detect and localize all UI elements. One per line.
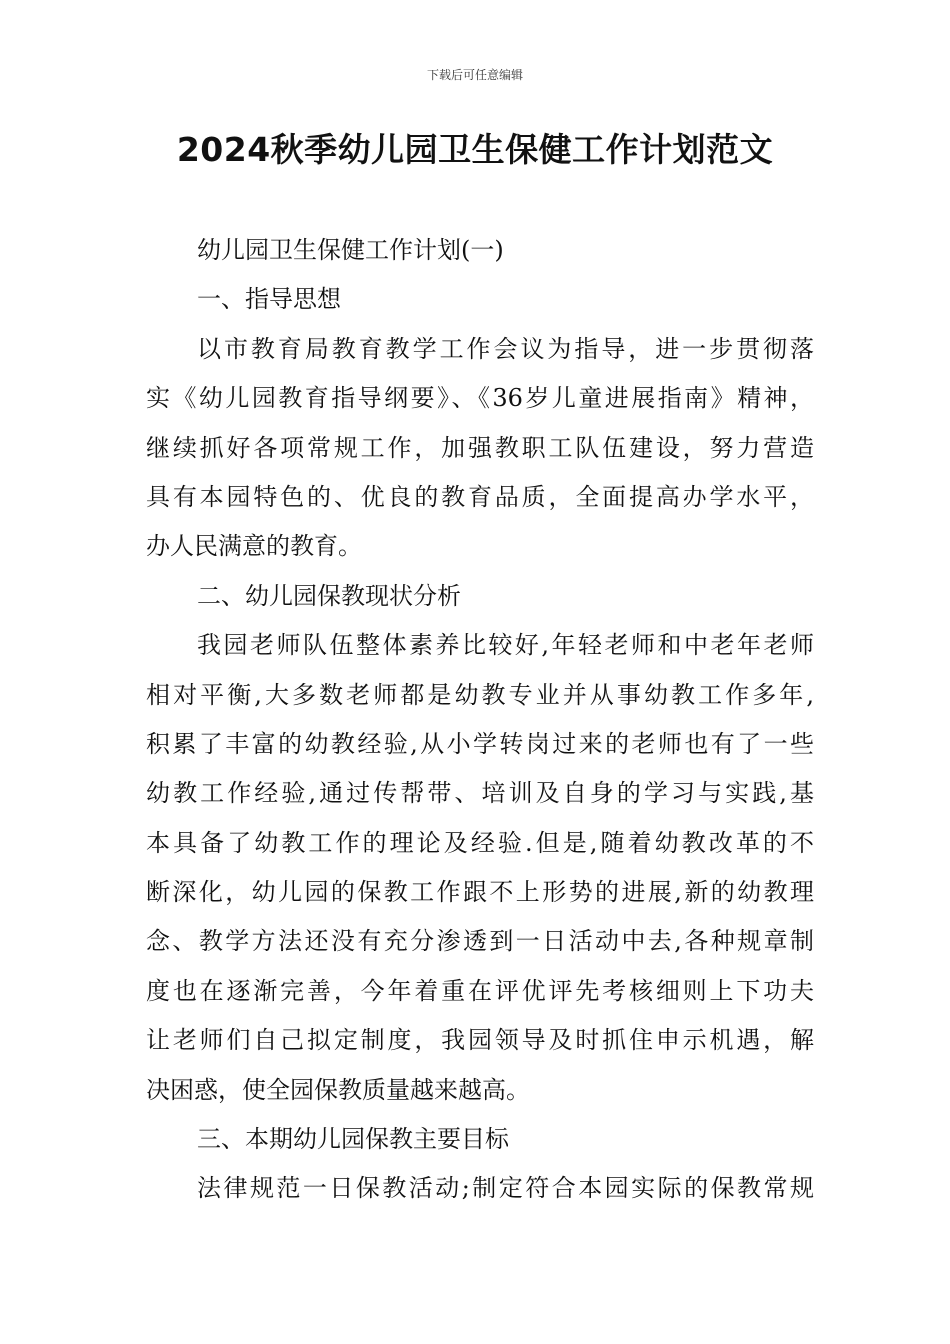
document-title: 2024秋季幼儿园卫生保健工作计划范文 [176,130,774,169]
header-note: 下载后可任意编辑 [426,68,523,82]
paragraph-line: 办人民满意的教育。 [146,532,362,561]
paragraph-line: 以市教育局教育教学工作会议为指导，进一步贯彻落 [197,334,814,363]
paragraph-line: 实《幼儿园教育指导纲要》、《36岁儿童进展指南》精神， [146,384,814,413]
paragraph-line: 让老师们自己拟定制度，我园领导及时抓住申示机遇，解 [146,1026,814,1055]
heading-main-goals: 三、本期幼儿园保教主要目标 [197,1125,509,1154]
paragraph-line: 念、教学方法还没有充分渗透到一日活动中去,各种规章制 [146,927,814,956]
paragraph-line: 度也在逐渐完善，今年着重在评优评先考核细则上下功夫 [146,976,814,1005]
paragraph-line: 法律规范一日保教活动;制定符合本园实际的保教常规 [197,1174,814,1203]
paragraph-line: 断深化，幼儿园的保教工作跟不上形势的进展,新的幼教理 [146,878,814,907]
heading-guiding-thought: 一、指导思想 [197,285,341,314]
paragraph-line: 相对平衡,大多数老师都是幼教专业并从事幼教工作多年, [146,680,814,709]
paragraph-line: 本具备了幼教工作的理论及经验.但是,随着幼教改革的不 [146,828,814,857]
section-subtitle: 幼儿园卫生保健工作计划(一) [197,236,504,264]
paragraph-line: 决困惑，使全园保教质量越来越高。 [146,1075,530,1104]
document-body [146,226,814,1214]
paragraph-line: 积累了丰富的幼教经验,从小学转岗过来的老师也有了一些 [146,729,814,758]
paragraph-line: 具有本园特色的、优良的教育品质，全面提高办学水平， [146,482,814,511]
paragraph-line: 我园老师队伍整体素养比较好,年轻老师和中老年老师 [197,631,814,660]
paragraph-line: 幼教工作经验,通过传帮带、培训及自身的学习与实践,基 [146,779,814,808]
paragraph-line: 继续抓好各项常规工作，加强教职工队伍建设，努力营造 [146,433,814,462]
heading-status-analysis: 二、幼儿园保教现状分析 [197,581,461,610]
